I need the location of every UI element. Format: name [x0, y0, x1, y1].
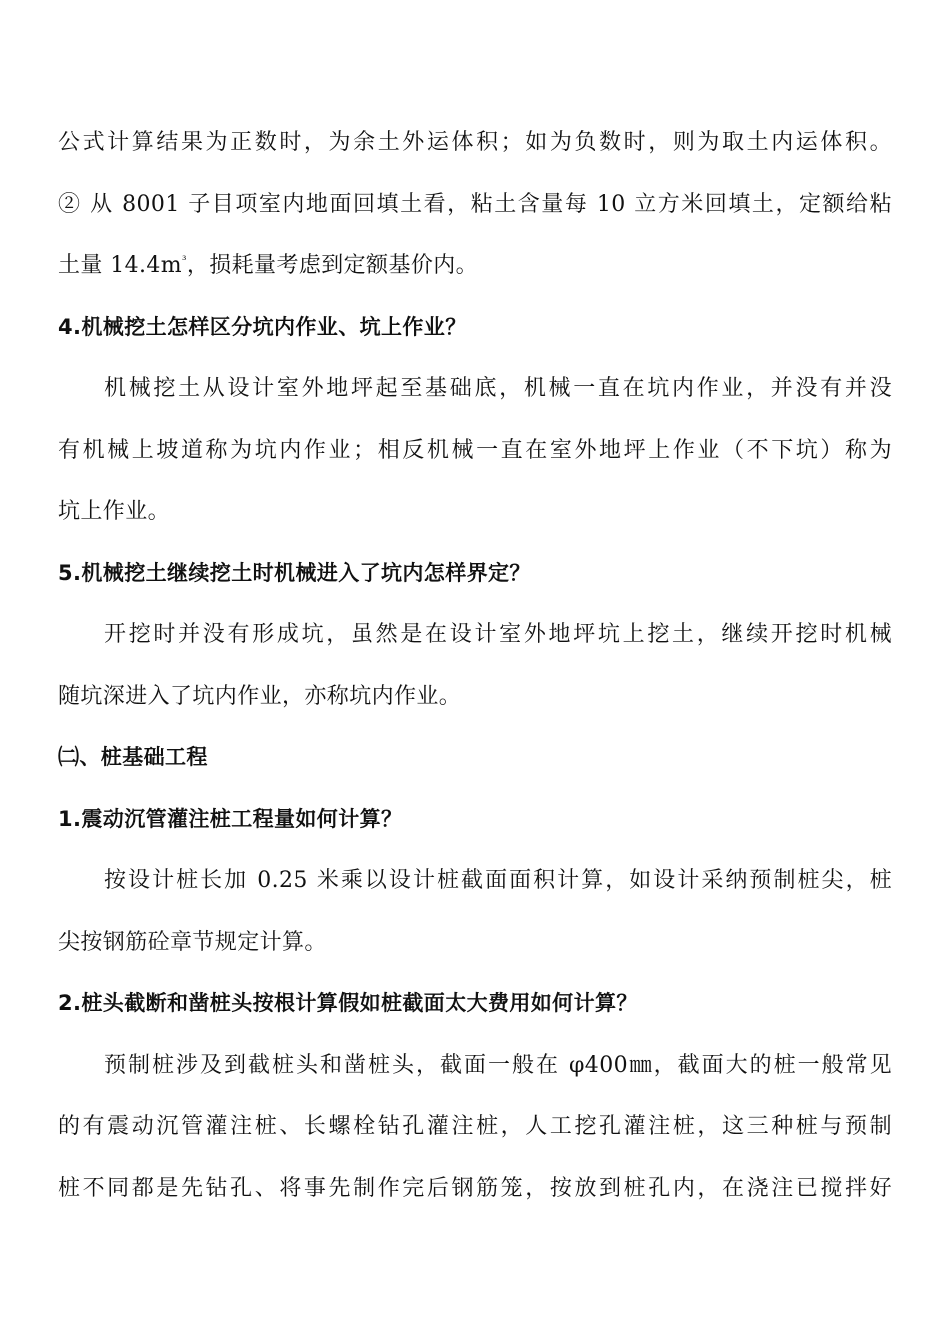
section-heading: 5.机械挖土继续挖土时机械进入了坑内怎样界定？: [58, 560, 531, 585]
paragraph-line: ② 从 8001 子目项室内地面回填土看，粘土含量每 10 立方米回填土，定额给粘: [58, 191, 892, 217]
text-run: ，损耗量考虑到定额基价内。: [186, 253, 479, 278]
paragraph-line: 坑上作业。: [58, 499, 171, 524]
paragraph-line: [58, 235, 892, 297]
paragraph-line: 的有震动沉管灌注桩、长螺栓钻孔灌注桩，人工挖孔灌注桩，这三种桩与预制: [58, 1114, 892, 1139]
chapter-heading: ㈡、桩基础工程: [58, 745, 208, 769]
paragraph-line: 机械挖土从设计室外地坪起至基础底，机械一直在坑内作业，并没有并没: [104, 376, 892, 401]
section-heading: 2.桩头截断和凿桩头按根计算假如桩截面太大费用如何计算？: [58, 991, 638, 1015]
section-heading: 1.震动沉管灌注桩工程量如何计算？: [58, 806, 403, 831]
paragraph-line: 桩不同都是先钻孔、将事先制作完后钢筋笼，按放到桩孔内，在浇注已搅拌好: [58, 1175, 892, 1201]
paragraph-line: 有机械上坡道称为坑内作业；相反机械一直在室外地坪上作业（不下坑）称为: [58, 437, 892, 463]
section-heading: 4.机械挖土怎样区分坑内作业、坑上作业？: [58, 314, 467, 339]
paragraph-line: 按设计桩长加 0.25 米乘以设计桩截面面积计算，如设计采纳预制桩尖，桩: [104, 868, 892, 893]
paragraph-line: 公式计算结果为正数时，为余土外运体积；如为负数时，则为取土内运体积。: [58, 130, 892, 155]
paragraph-line: 开挖时并没有形成坑，虽然是在设计室外地坪坑上挖土，继续开挖时机械: [104, 622, 892, 647]
text-run: 土量 14.4m: [58, 253, 183, 278]
document-page: [58, 112, 892, 1219]
paragraph-line: 随坑深进入了坑内作业，亦称坑内作业。: [58, 683, 462, 709]
paragraph-line: 预制桩涉及到截桩头和凿桩头，截面一般在 φ400㎜，截面大的桩一般常见: [104, 1052, 892, 1078]
paragraph-line: 尖按钢筋砼章节规定计算。: [58, 929, 327, 955]
superscript-unit: ³: [182, 253, 187, 267]
